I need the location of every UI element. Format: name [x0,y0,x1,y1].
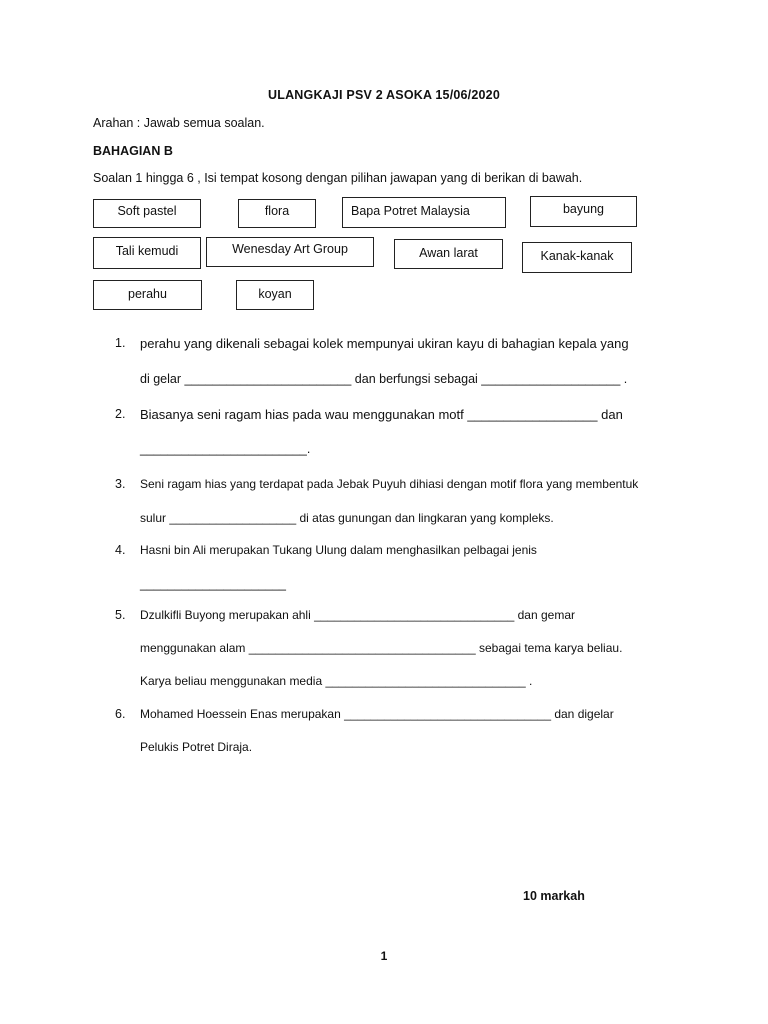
option-box [93,237,201,269]
option-label: koyan [258,287,292,301]
intro-text: Soalan 1 hingga 6 , Isi tempat kosong dengan pilihan jawapan yang di berikan di bawah. [93,171,583,185]
question-number: 5. [115,608,126,622]
option-label: Bapa Potret Malaysia [351,204,470,218]
instruction-text: Arahan : Jawab semua soalan. [93,116,265,130]
option-box [206,237,374,267]
question-text: sulur ___________________ di atas gunungan dan lingkaran yang kompleks. [140,511,554,525]
question-text: menggunakan alam __________________________________ sebagai tema karya beliau. [140,641,623,655]
option-box [236,280,314,310]
question-text: di gelar ________________________ dan berfungsi sebagai ____________________ . [140,372,628,386]
page-title: ULANGKAJI PSV 2 ASOKA 15/06/2020 [268,88,500,102]
page-number: 1 [380,949,388,963]
option-box [342,197,506,228]
option-label: Wenesday Art Group [232,242,348,256]
option-box [93,199,201,228]
question-number: 2. [115,407,126,421]
question-number: 1. [115,336,126,350]
question-text: Pelukis Potret Diraja. [140,740,253,754]
question-text: Karya beliau menggunakan media ______________________________ . [140,674,533,688]
option-label: perahu [128,287,167,301]
option-box [93,280,202,310]
question-text: _____________________ [140,577,286,591]
option-label: Awan larat [419,246,478,260]
option-box [238,199,316,228]
option-label: bayung [562,202,604,216]
option-label: Soft pastel [117,204,177,218]
question-text: ________________________. [140,442,311,456]
question-number: 6. [115,707,126,721]
question-text: perahu yang dikenali sebagai kolek mempunyai ukiran kayu di bahagian kepala yang [140,336,629,351]
option-box [522,242,632,273]
option-box [530,196,637,227]
question-text: Dzulkifli Buyong merupakan ahli ______________________________ dan gemar [140,608,576,622]
option-label: Kanak-kanak [540,249,614,263]
question-text: Seni ragam hias yang terdapat pada Jebak Puyuh dihiasi dengan motif flora yang membentuk [140,477,639,491]
question-text: Mohamed Hoessein Enas merupakan _______________________________ dan digelar [140,707,614,721]
option-label: Tali kemudi [115,244,179,258]
option-label: flora [264,204,290,218]
marks-label: 10 markah [523,889,585,903]
question-text: Hasni bin Ali merupakan Tukang Ulung dalam menghasilkan pelbagai jenis [140,543,537,557]
question-text: Biasanya seni ragam hias pada wau menggunakan motf __________________ dan [140,407,623,422]
option-box [394,239,503,269]
question-number: 3. [115,477,126,491]
question-number: 4. [115,543,126,557]
section-heading: BAHAGIAN B [93,144,173,158]
